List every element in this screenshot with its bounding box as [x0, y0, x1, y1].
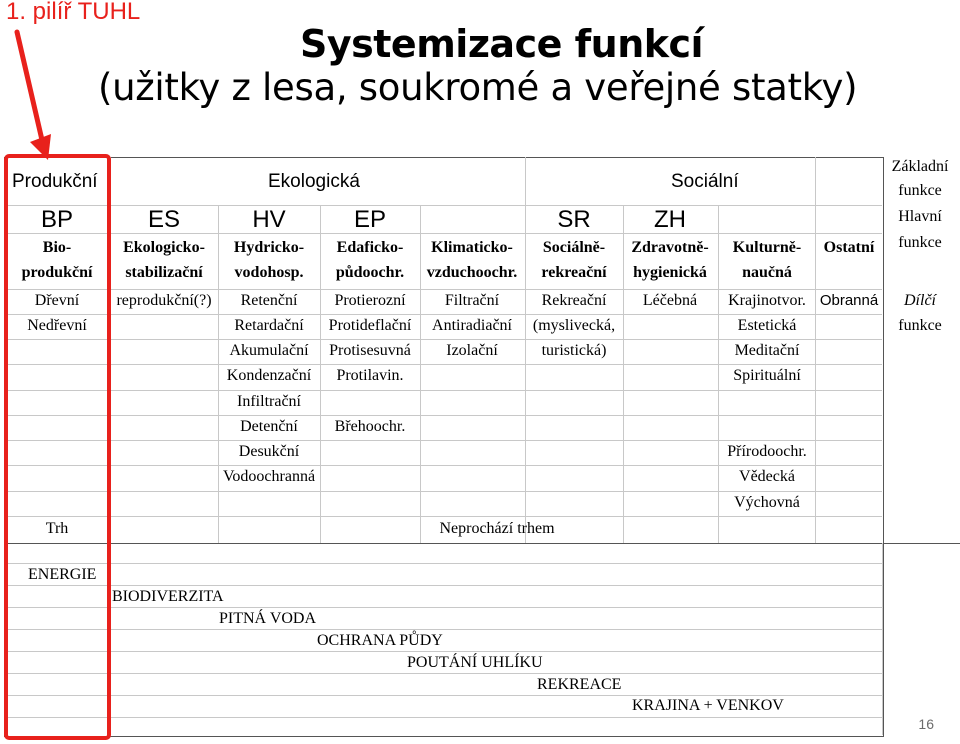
cell-vedecka: Vědecká — [739, 468, 795, 485]
group-ekologicka: Ekologická — [268, 171, 360, 192]
cell-lecebna: Léčebná — [642, 292, 698, 309]
cell-izolacni: Izolační — [446, 342, 498, 359]
header-ep-1: Edaficko- — [336, 239, 404, 256]
systemic-rekreace: REKREACE — [537, 676, 622, 693]
cell-vodoochranna: Vodoochranná — [222, 468, 316, 485]
cell-akumulacni: Akumulační — [229, 342, 309, 359]
cell-prirodoochr: Přírodoochr. — [727, 443, 807, 460]
cell-nedrevni: Nedřevní — [27, 317, 87, 334]
cell-antiradiacni: Antiradiační — [432, 317, 512, 334]
cell-retencni: Retenční — [240, 292, 298, 309]
header-bio-1: Bio- — [42, 239, 72, 256]
label-funkce-1: funkce — [898, 182, 942, 199]
label-dilci: Dílčí — [904, 292, 936, 309]
label-zakladni: Základní — [891, 158, 949, 175]
systemic-pitna-voda: PITNÁ VODA — [219, 610, 317, 627]
cell-protisesuvna: Protisesuvná — [329, 342, 411, 359]
header-hv-1: Hydricko- — [233, 239, 305, 256]
label-funkce-2: funkce — [898, 234, 942, 251]
systemic-energie: ENERGIE — [28, 566, 97, 583]
cell-vychovna: Výchovná — [734, 494, 800, 511]
cell-reprodukcni: reprodukční(?) — [116, 292, 212, 309]
header-zh-1: Zdravotně- — [631, 239, 709, 256]
cell-filtracni: Filtrační — [444, 292, 500, 309]
header-ostatni: Ostatní — [823, 239, 875, 256]
highlight-box — [6, 156, 109, 738]
abbrev-bp: BP — [40, 206, 74, 233]
header-kv-1: Klimaticko- — [431, 239, 513, 256]
cell-brehoochr: Břehoochr. — [334, 418, 406, 435]
cell-kondenzacni: Kondenzační — [226, 367, 312, 384]
systemic-biodiverzita: BIODIVERZITA — [112, 588, 224, 605]
cell-myslivecka: (myslivecká, — [532, 317, 616, 334]
cell-desukcni: Desukční — [238, 443, 300, 460]
header-ep-2: půdoochr. — [335, 264, 405, 281]
abbrev-sr: SR — [557, 206, 591, 233]
abbrev-hv: HV — [252, 206, 286, 233]
header-bio-2: produkční — [21, 264, 93, 281]
header-es-2: stabilizační — [125, 264, 203, 281]
cell-protilavin: Protilavin. — [336, 367, 404, 384]
page-number: 16 — [918, 716, 934, 732]
header-sr-2: rekreační — [541, 264, 607, 281]
systemic-poutani-uhliku: POUTÁNÍ UHLÍKU — [407, 654, 543, 671]
label-hlavni: Hlavní — [898, 208, 942, 225]
abbrev-ep: EP — [353, 206, 387, 233]
label-funkce-3: funkce — [898, 317, 942, 334]
systemic-ochrana-pudy: OCHRANA PŮDY — [317, 632, 443, 649]
cell-infiltracni: Infiltrační — [237, 393, 301, 410]
slide-title: Systemizace funkcí — [300, 22, 704, 66]
cell-retardacni: Retardační — [234, 317, 304, 334]
header-zh-2: hygienická — [633, 264, 707, 281]
cell-protideflacni: Protideflační — [328, 317, 412, 334]
header-hv-2: vodohosp. — [234, 264, 304, 281]
cell-neprochazi-trhem: Neprochází trhem — [439, 520, 555, 537]
cell-esteticka: Estetická — [737, 317, 797, 334]
pillar-tag: 1. pilíř TUHL — [6, 0, 141, 25]
slide-subtitle: (užitky z lesa, soukromé a veřejné statky) — [98, 66, 858, 109]
cell-obranna: Obranná — [819, 292, 879, 309]
group-socialni: Sociální — [671, 171, 739, 192]
header-kn-1: Kulturně- — [732, 239, 802, 256]
group-produkcni: Produkční — [12, 171, 98, 192]
cell-spiritualni: Spirituální — [733, 367, 801, 384]
highlight-arrow-shaft — [17, 32, 42, 140]
systemic-krajina-venkov: KRAJINA + VENKOV — [632, 697, 784, 714]
header-kn-2: naučná — [742, 264, 792, 281]
cell-rekreacni: Rekreační — [541, 292, 607, 309]
cell-krajinotvor: Krajinotvor. — [728, 292, 806, 309]
cell-detencni: Detenční — [240, 418, 298, 435]
header-sr-1: Sociálně- — [542, 239, 606, 256]
header-es-1: Ekologicko- — [123, 239, 205, 256]
cell-turisticka: turistická) — [541, 342, 607, 359]
cell-drevni: Dřevní — [34, 292, 80, 309]
abbrev-es: ES — [147, 206, 181, 233]
cell-protierozni: Protierozní — [334, 292, 406, 309]
header-kv-2: vzduchoochr. — [426, 264, 518, 281]
cell-trh: Trh — [45, 520, 69, 537]
abbrev-zh: ZH — [654, 206, 686, 233]
cell-meditacni: Meditační — [734, 342, 800, 359]
